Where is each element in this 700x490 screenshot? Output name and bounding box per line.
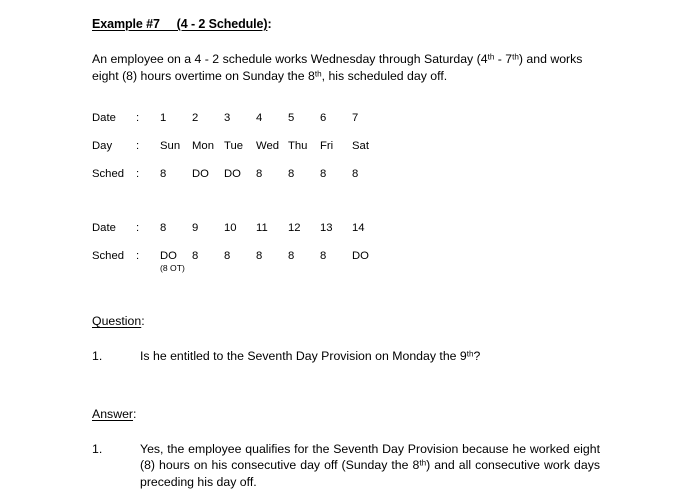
document-body	[92, 0, 600, 490]
schedule-cell: 8	[288, 168, 295, 180]
schedule-cell: Sat	[352, 140, 369, 152]
question-text-1: Is he entitled to the Seventh Day Provision on Monday the 9	[140, 349, 467, 363]
intro-ordinal-suffix-1: th	[487, 52, 495, 62]
schedule-row-label: Sched	[92, 250, 125, 262]
schedule-cell: 8	[160, 168, 167, 180]
schedule-cell: 11	[256, 222, 268, 234]
schedule-row-colon: :	[136, 168, 140, 180]
schedule-cell: 4	[256, 112, 263, 124]
intro-text-1: An employee on a 4 - 2 schedule works Wednesday through Saturday (4	[92, 52, 488, 66]
schedule-row	[92, 222, 600, 250]
schedule-cell: 8	[320, 168, 327, 180]
page-title-colon: :	[267, 17, 272, 31]
schedule-cell: 3	[224, 112, 231, 124]
answer-text-2: ) and all consecutive work days preceding his day off.	[140, 458, 600, 489]
answer-text-1: Yes, the employee qualifies for the Seventh Day Provision because he worked eight (8) hours on his consecutive day off (Sunday the 8	[140, 441, 600, 473]
answer-heading-underlined-text: Answer	[92, 406, 134, 421]
schedule-row-colon: :	[136, 222, 140, 234]
schedule-table-second-week	[92, 222, 600, 278]
answer-item-text	[140, 441, 600, 490]
schedule-cell: Tue	[224, 140, 244, 152]
answer-ordinal-suffix: th	[419, 458, 427, 468]
schedule-cell: 1	[160, 112, 167, 124]
schedule-row-label: Day	[92, 140, 113, 152]
schedule-table-first-week	[92, 112, 600, 196]
schedule-cell: DO	[192, 168, 209, 180]
schedule-cell: Sun	[160, 140, 181, 152]
schedule-cell: 8	[288, 250, 295, 262]
schedule-row	[92, 168, 600, 196]
schedule-row	[92, 140, 600, 168]
schedule-row-label: Sched	[92, 168, 125, 180]
intro-text-2: - 7	[494, 52, 513, 66]
schedule-cell-note: (8 OT)	[160, 263, 185, 273]
intro-ordinal-suffix-2: th	[512, 52, 519, 62]
schedule-cell: Thu	[288, 140, 308, 152]
question-heading-colon: :	[141, 314, 145, 328]
question-ordinal-suffix: th	[466, 349, 474, 359]
question-item-text	[140, 348, 600, 365]
page-title-underlined-text: Example #7 (4 - 2 Schedule)	[92, 17, 268, 31]
intro-text-3: ) and works eight (8) hours overtime on Sunday the 8	[92, 52, 583, 83]
schedule-cell: 2	[192, 112, 199, 124]
question-heading	[92, 314, 600, 328]
schedule-row	[92, 112, 600, 140]
schedule-row-colon: :	[136, 112, 140, 124]
schedule-row-colon: :	[136, 140, 140, 152]
schedule-cell: 10	[224, 222, 237, 234]
schedule-row-colon: :	[136, 250, 140, 262]
schedule-cell: 8	[352, 168, 359, 180]
question-text-2: ?	[473, 349, 481, 363]
answer-heading-colon: :	[133, 406, 137, 421]
schedule-cell: DO	[224, 168, 241, 180]
question-item-number: 1.	[92, 349, 103, 363]
schedule-cell: 14	[352, 222, 365, 234]
schedule-cell: 9	[192, 222, 199, 234]
schedule-cell: Mon	[192, 140, 214, 152]
schedule-cell: 12	[288, 222, 301, 234]
answer-item	[92, 441, 600, 490]
schedule-cell: 8	[320, 250, 327, 262]
schedule-row	[92, 250, 600, 278]
schedule-cell: DO	[352, 250, 369, 262]
schedule-cell: 8	[256, 250, 263, 262]
schedule-cell: 7	[352, 112, 359, 124]
question-heading-underlined-text: Question	[92, 314, 142, 328]
schedule-cell: 8	[160, 222, 167, 234]
answer-heading	[92, 407, 600, 421]
schedule-cell: 6	[320, 112, 327, 124]
schedule-cell: 8	[224, 250, 231, 262]
intro-text-4: , his scheduled day off.	[321, 68, 448, 83]
schedule-cell: 5	[288, 112, 295, 124]
intro-ordinal-suffix-3: th	[314, 69, 322, 79]
schedule-cell: 8	[192, 250, 199, 262]
page-title	[92, 17, 600, 31]
schedule-cell: Wed	[256, 140, 280, 152]
schedule-cell: Fri	[320, 140, 334, 152]
schedule-row-label: Date	[92, 112, 116, 124]
question-item	[92, 348, 600, 365]
intro-paragraph	[92, 51, 600, 84]
schedule-cell: DO	[160, 250, 177, 262]
schedule-cell: 13	[320, 222, 333, 234]
schedule-cell: 8	[256, 168, 263, 180]
schedule-row-label: Date	[92, 222, 116, 234]
answer-item-number: 1.	[92, 441, 103, 456]
